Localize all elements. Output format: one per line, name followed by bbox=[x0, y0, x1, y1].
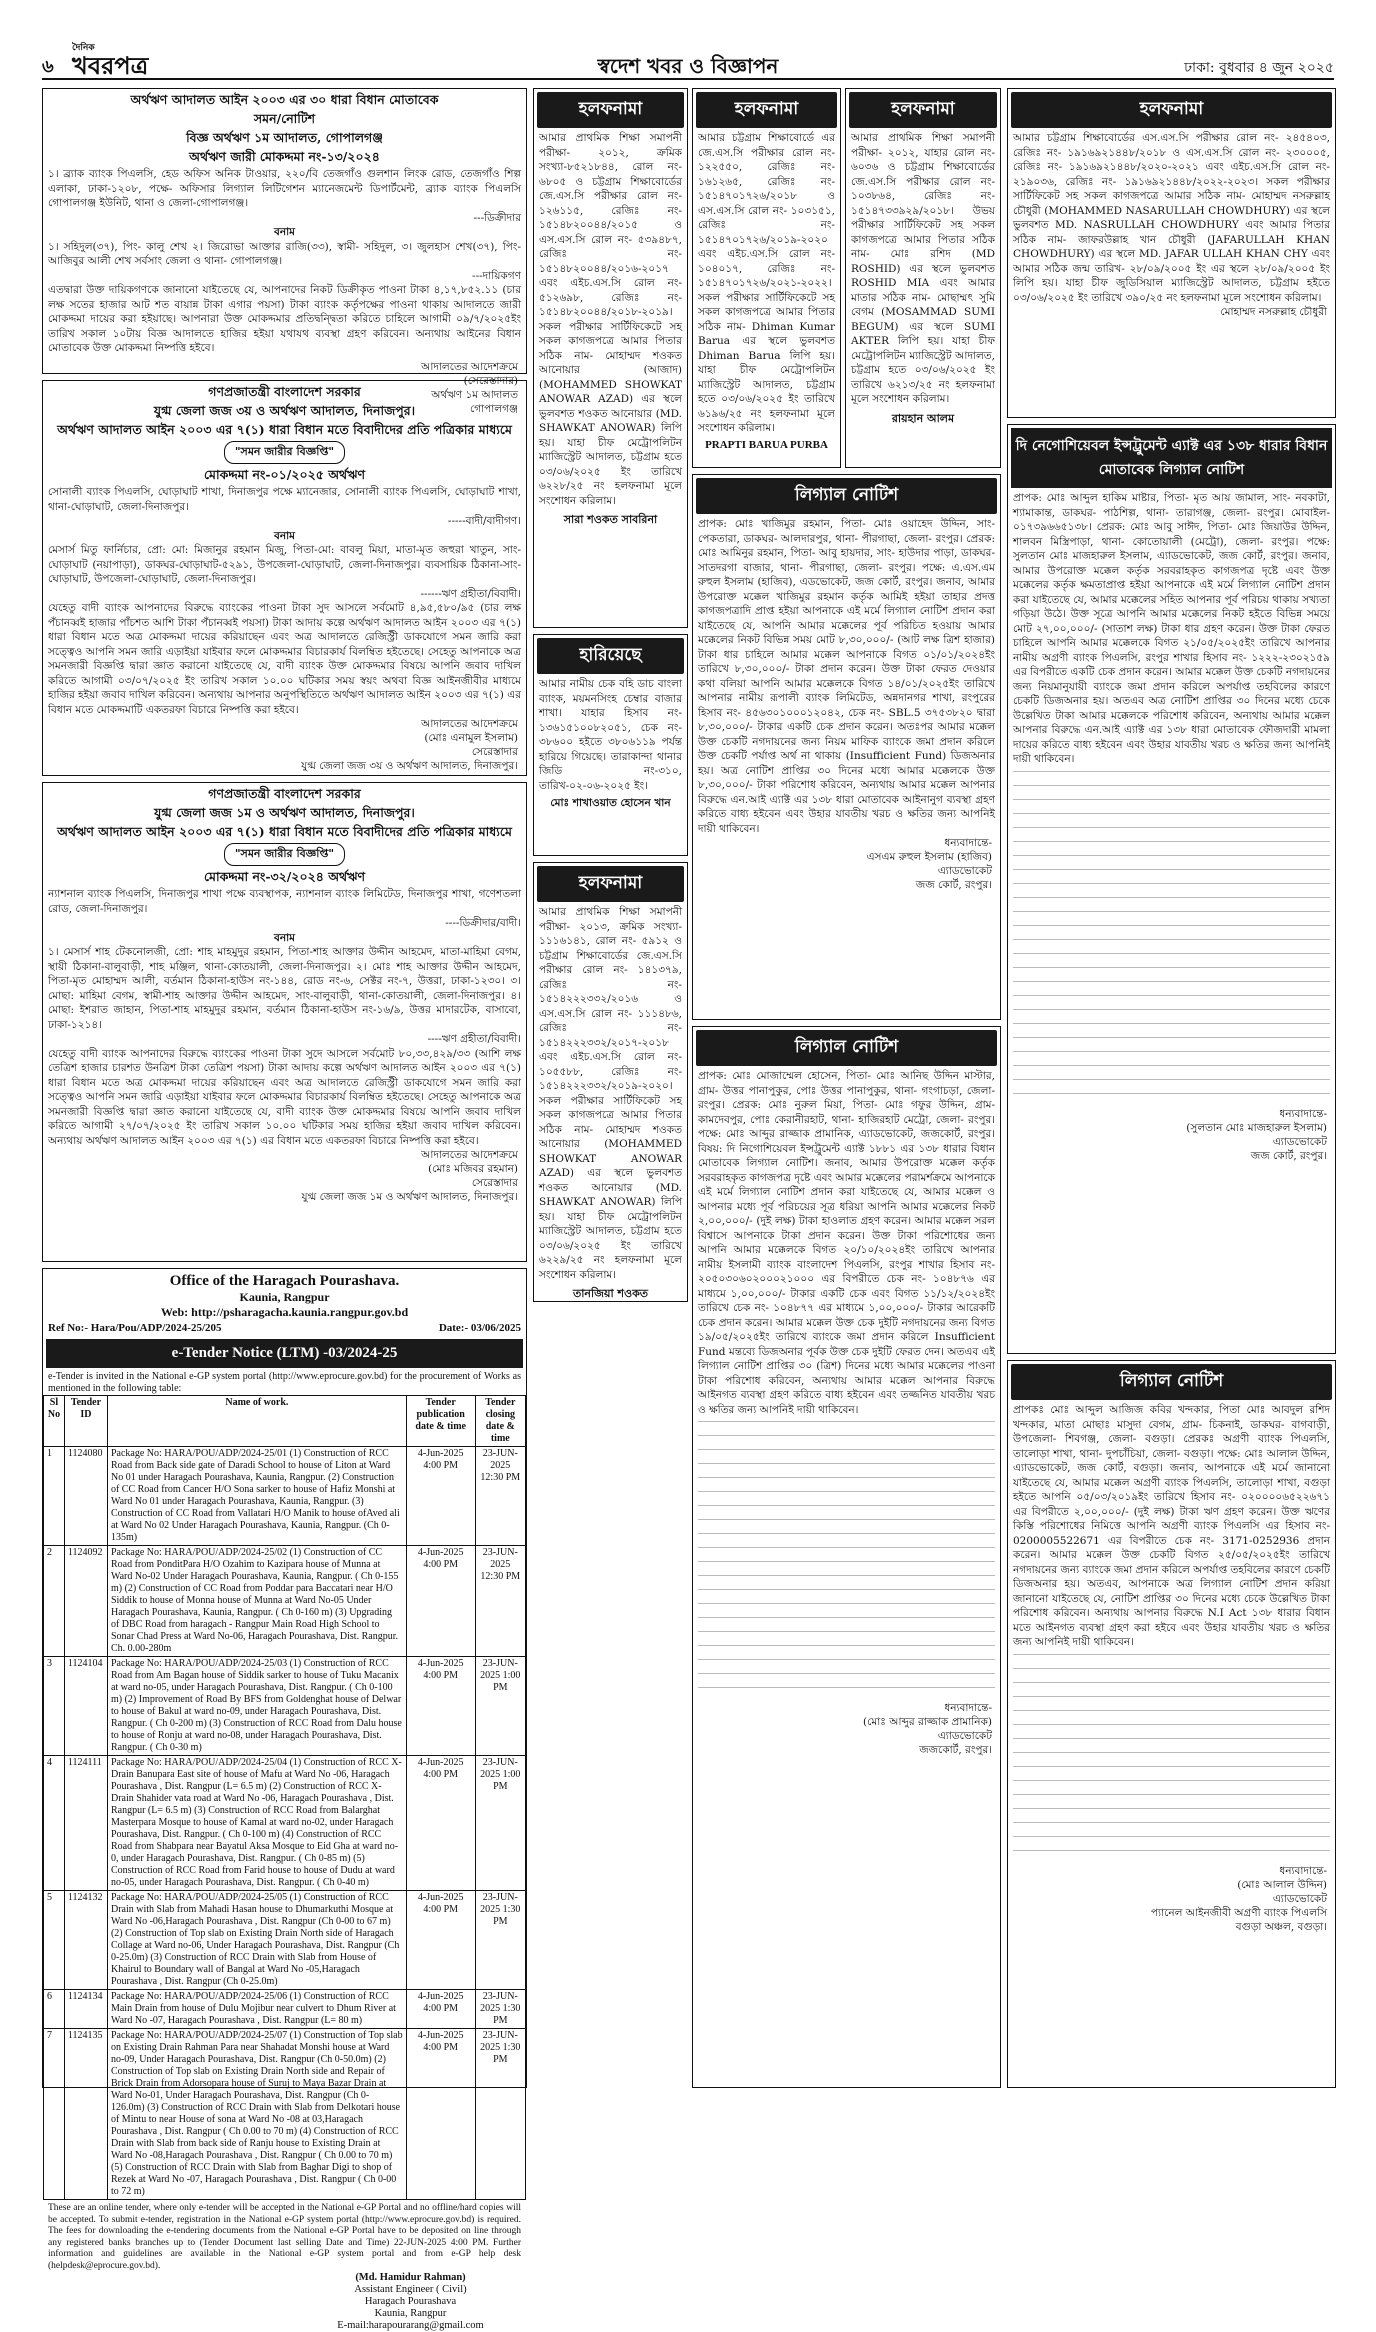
defendant: মেসার্স মিতু ফার্নিচার, প্রো: মো: মিজানুর রহমান মিজু, পিতা-মো: বাবলু মিয়া, মাতা-মৃত জহুরা খাতুন, সাং-ঘোড়াঘাট (নয়াপাড়া), ডাকঘর-ঘোড়াঘাট-৫২৯১, উপজেলা-ঘোড়াঘাট, জেলা-দিনাজপুর। ব্যবসায়িক ঠিকানা-সাং-ঘোড়াঘাট, উপজেলা-ঘোড়াঘাট, জেলা-দিনাজপুর। bbox=[48, 544, 521, 585]
legal-notice-3: দি নেগোশিয়েবল ইন্সট্রুমেন্ট এ্যাক্ট এর ১৩৮ ধারার বিধান মোতাবেক লিগ্যাল নোটিশ প্রাপক: মোঃ আব্দুল হাকিম মাষ্টার, পিতা- মৃত আয় জামাল, সাং- নবকাটা, শ্যামাকান্ত, ডাকঘর- পাঠশিল্প, থানা- তারাগঞ্জ, জেলা- রংপুর। মোবাইল- ০১৭৩৯৬৬৫১৩৮। প্রেরক: মোঃ আবু সাঈদ, পিতা- মোঃ জিয়াউর উদ্দিন, শালবন মিস্ত্রিপাড়া, থানা- কোতোয়ালী (মেট্রো), জেলা- রংপুর। পক্ষে: সুলতান মোঃ মাজহারুল ইসলাম, এ্যাডভোকেট, জজ কোর্ট, রংপুর। জনাব, আমার উপরোক্ত মক্কেল কর্তৃক সরবরাহকৃত কাগজপত্র দৃষ্টে এবং উক্ত মক্কেলের কর্তৃক ক্ষমতাপ্রাপ্ত হইয়া আপনাকে এই মর্মে লিগ্যাল নোটিশ প্রদান করা যাইতেছে যে, আমার মক্কেলের সহিত আপনার পূর্ব পরিচয় থাকায় সখ্যতা গড়িয়া উঠে। উক্ত সূত্রে আপনি আমার মক্কেলের নিকট হইতে বিভিন্ন সময়ে মোট ২৭,০০,০০০/- (সাতাশ লক্ষ) টাকা ধার গ্রহণ করেন। উক্ত টাকা ফেরত চাহিলে আপনি আমার মক্কেলকে বিগত ২১/০৫/২০২৫ইং তারিখে আপনার নামীয় অগ্রণী ব্যাংক পিএলসি, রংপুর শাখার হিসাব নং- ১২২২-২৩০২১৫৯ এর বিপরীতে একটি চেক প্রদান করেন। আমার মক্কেল উক্ত চেকটি নগদায়নের জন্য নিয়মানুযায়ী ব্যাংকে জমা প্রদান করিলে অপর্যাপ্ত তহবিলের কারণে চেকটি ডিজঅনার হয়। অতএব অত্র নোটিশ প্রাপ্তির ৩০ দিনের মধ্যে চেকে উল্লেখিত টাকা আমার মক্কেলকে পরিশোধ করিবেন, অন্যথায় আমার মক্কেল আপনার বিরুদ্ধে এন.আই এ্যাক্ট এর ১৩৮ ধারা মোতাবেক ফৌজদারী মামলা দায়ের করিতে বাধ্য হইবেন এবং উহার যাবতীয় খরচ ও ক্ষতির জন্য আপনিই দায়ী থাকিবেন। ধন্যবাদান্তে- (সুলতান মোঃ মাজহারুল ইসলাম) এ্যাডভোকেট জজ কোর্ট, রংপুর। bbox=[1007, 424, 1336, 1354]
tender-col-header: Tender publication date & time bbox=[406, 1396, 475, 1447]
tender-cell-work: Package No: HARA/POU/ADP/2024-25/07 (1) Construction of Top slab on Existing Drain Rahman Para near Shahadat Monshi house at Ward no-09, Under Haragach Pourashava, Dist. Rangpur (Ch 0-50.0m) (2) Construction of Top slab on Existing Drain North side and Repair of Brick Drain from Adorsopara house of Suruj to Maya Bazar Drain at Ward No-01, Under Haragach Pourashava, Dist. Rangpur (Ch 0-126.0m) (3) Construction of RCC Drain with Slab from Delkotari house of Mintu to near House of sona at Ward No -08 at 03,Haragach Pourashava , Dist. Rangpur ( Ch 0.00 to 70 m) (4) Construction of RCC Drain with Slab from back side of Ranju house to Existing Drain at Ward No -08,Haragach Pourashava , Dist. Rangpur ( Ch 0.00 to 70 m) (5) Construction of RCC Drain with Slab from Baghar Digi to shop of Rezek at Ward No -07, Haragach Pourashava , Dist. Rangpur ( Ch 0-00 to 72 m) bbox=[107, 2029, 406, 2200]
tender-cell-id: 1124132 bbox=[64, 1891, 107, 1990]
tender-cell-id: 1124134 bbox=[64, 1990, 107, 2029]
tender-cell-close: 23-JUN-2025 1:00 PM bbox=[475, 1756, 525, 1891]
affidavit-5: হলফনামা আমার প্রাথমিক শিক্ষা সমাপনী পরীক্ষা- ২০১৩, ক্রমিক সংখ্যা- ১১১৬১৪১, রোল নং- ৫৯১২ ও চট্টগ্রাম শিক্ষাবোর্ডের জে.এস.সি পরীক্ষার রোল নং- ১৪১৩৭৯, রেজিঃ নং- ১৫১৪২২২৩৩২/২০১৬ ও এস.এস.সি রোল নং- ১১১৪৮৬, রেজিঃ নং- ১৫১৪২২২৩৩২/২০১৭-২০১৮ এবং এইচ.এস.সি রোল নং- ১০৫৫৮৮, রেজিঃ নং- ১৫১৪২২২৩৩২/২০১৯-২০২০। সকল পরীক্ষার সার্টিফিকেট সহ সকল কাগজপত্রে আমার পিতার সঠিক নাম- মোহাম্মদ শওকত আনোয়ার (MOHAMMED SHOWKAT ANOWAR AZAD) এর স্থলে ভুলবশত শওকত আনোয়ার (MD. SHAWKAT ANOWAR) লিপি হয়। যাহা চীফ মেট্রোপলিটন ম্যাজিস্ট্রেট আদালত, চট্টগ্রাম হতে ০৩/০৬/২০২৫ ইং তারিখে ৬২২৯/২৫ নং হলফনামা মূলে সংশোধন করিলাম। তানজিয়া শওকত bbox=[533, 862, 688, 1302]
summons-notice-gopalganj: অর্থঋণ আদালত আইন ২০০৩ এর ৩০ ধারা বিধান মোতাবেক সমন/নোটিশ বিজ্ঞ অর্থঋণ ১ম আদালত, গোপালগঞ্জ অর্থঋণ জারী মোকদ্দমা নং-১৩/২০২৪ ১। ব্র্যাক ব্যাংক পিএলসি, হেড অফিস অনিক টাওয়ার, ২২০/বি তেজগাঁও গুলশান লিংক রোড, তেজগাঁও শিল্প এলাকা, ঢাকা-১২০৮, পক্ষে- অফিসার লিগ্যাল লিটিগেশন ম্যানেজমেন্ট ডিপার্টমেন্ট, ব্র্যাক ব্যাংক পিএলসি গোপালগঞ্জ ইউনিট, থানা ও জেলা-গোপালগঞ্জ। ---ডিক্রীদার বনাম ১। সহিদুল(৩৭), পিং- কালু শেখ ২। জিরোভা আক্তার রাজি(৩৩), স্বামী- সহিদুল, ৩। জুলহাস শেখ(৩৭), পিং- আজিবুর আলী শেখ সর্বসাং জেলা ও থানা- গোপালগঞ্জ। ---দায়িকগণ এতদ্বারা উক্ত দায়িকগণকে জানানো যাইতেছে যে, আপনাদের নিকট ডিক্রীকৃত পাওনা টাকা ৪,১৭,৮৫২.১১ (চার লক্ষ সতের হাজার আট শত বায়ান্ন টাকা এগার পয়সা) টাকা ব্যাংক কর্তৃপক্ষের পাওনা থাকায় আদালতে জারী মোকদ্দমা দায়ের করা হইয়াছে। আপনারা উক্ত মোকদ্দমার প্রতিদ্বন্দ্বিতা করিতে চাহিলে আগামী ০৯/৭/২০২৫ইং তারিখ সকাল ১০টায় বিজ্ঞ আদালতে হাজির হইয়া যথাযথ ব্যবস্থা গ্রহণ করিবেন। অন্যথায় আইনের বিধান মোতাবেক উক্ত মোকদ্দমা নিষ্পত্তি হইবে। আদালতের আদেশক্রমে (সেরেস্তাদার) অর্থঋণ ১ম আদালত গোপালগঞ্জ bbox=[42, 88, 527, 374]
defendant: ১। মেসার্স শাহ টেকনোলজী, প্রো: শাহ মাহমুদুর রহমান, পিতা-শাহ আক্তার উদ্দীন আহমেদ, মাতা-মাহিমা বেগম, স্থায়ী ঠিকানা-বালুবাড়ী, শাহ মঞ্জিল, থানা-কোতয়ালী, জেলা-দিনাজপুর। ২। মোঃ শাহ আক্তার উদ্দীন আহমেদ, পিতা-মৃত মোহাম্মদ আলী, বর্তমান ঠিকানা-হাউস নং-১৪৪, রোড নং-৬, সেক্টর নং-৭, উত্তরা, ঢাকা-১২৩০। ৩। মোছা: মাহিমা বেগম, স্বামী-শাহ আক্তার উদ্দীন আহমেদ, সাং-বালুবাড়ী, থানা-কোতয়ালী, জেলা-দিনাজপুর। ৪। মোছা: ইশরাত জাহান, পিতা-শাহ মাহমুদুর রহমান, বর্তমান ঠিকানা-হাউস নং-১৬/৯, উত্তর মাদারটেক, বাসাবো, ঢাকা-১২১৪। bbox=[48, 946, 521, 1031]
notice-body: এতদ্বারা উক্ত দায়িকগণকে জানানো যাইতেছে যে, আপনাদের নিকট ডিক্রীকৃত পাওনা টাকা ৪,১৭,৮৫২.১১ (চার লক্ষ সতের হাজার আট শত বায়ান্ন টাকা এগার পয়সা) টাকা ব্যাংক কর্তৃপক্ষের পাওনা থাকায় আদালতে জারী মোকদ্দমা দায়ের করা হইয়াছে। আপনারা উক্ত মোকদ্দমার প্রতিদ্বন্দ্বিতা করিতে চাহিলে আগামী ০৯/৭/২০২৫ইং তারিখ সকাল ১০টায় বিজ্ঞ আদালতে হাজির হইয়া যথাযথ ব্যবস্থা গ্রহণ করিবেন। অন্যথায় আইনের বিধান মোতাবেক উক্ত মোকদ্দমা নিষ্পত্তি হইবে। bbox=[48, 284, 521, 354]
tender-cell-close: 23-JUN-2025 1:30 PM bbox=[475, 1891, 525, 1990]
plaintiff: ন্যাশনাল ব্যাংক পিএলসি, দিনাজপুর শাখা পক্ষে ব্যবস্থাপক, ন্যাশনাল ব্যাংক লিমিটেড, দিনাজপুর শাখা, গণেশতলা রোড, জেলা-দিনাজপুর। bbox=[48, 888, 521, 915]
tender-cell-pub: 4-Jun-2025 4:00 PM bbox=[406, 2029, 475, 2200]
tender-cell-id: 1124092 bbox=[64, 1546, 107, 1657]
notice-text-continued bbox=[1013, 1654, 1330, 1851]
edition-date: ঢাকা: বুধবার ৪ জুন ২০২৫ bbox=[1184, 60, 1334, 76]
tender-cell-id: 1124111 bbox=[64, 1756, 107, 1891]
web-link[interactable]: Web: http://psharagacha.kaunia.rangpur.gov.bd bbox=[160, 1305, 409, 1319]
tender-cell-pub: 4-Jun-2025 4:00 PM bbox=[406, 1546, 475, 1657]
tender-cell-sl: 6 bbox=[44, 1990, 65, 2029]
tender-cell-sl: 3 bbox=[44, 1657, 65, 1756]
tender-cell-pub: 4-Jun-2025 4:00 PM bbox=[406, 1657, 475, 1756]
legal-notice-2: লিগ্যাল নোটিশ প্রাপক: মোঃ মোজাম্মেল হোসেন, পিতা- মোঃ আনিছ উদ্দিন মাস্টার, গ্রাম- উত্তর পানাপুকুর, পোঃ উত্তর পানাপুকুর, থানা- গংগাচড়া, জেলা- রংপুর। প্রেরক: মোঃ নুরুল মিয়া, পিতা- মোঃ গফুর উদ্দিন, গ্রাম- কামদেবপুর, পোঃ কেরানীরহাট, থানা- হাজিরহাট মেট্রো, জেলা- রংপুর। পক্ষে: মোঃ আব্দুর রাজ্জাক প্রামানিক, এ্যাডভোকেট, জজকোর্ট, রংপুর। বিষয়: দি নিগোশিয়েবল ইন্সট্রুমেন্ট এ্যাক্ট ১৮৮১ এর ১৩৮ ধারার বিধান মোতাবেক লিগ্যাল নোটিশ। জনাব, আমার উপরোক্ত মক্কেল কর্তৃক সরবরাহকৃত কাগজপত্র দৃষ্টে এবং আমার মক্কেলের পরামর্শক্রমে আপনাকে এই মর্মে লিগ্যাল নোটিশ প্রদান করা যাইতেছে যে, আমার মক্কেল ও আপনার মধ্যে পূর্ব পরিচয়ের সূত্র ধরিয়া আপনি আমার মক্কেলের নিকট ২,০০,০০০/- (দুই লক্ষ) টাকা হাওলাত গ্রহণ করেন। আমার মক্কেল সরল বিশ্বাসে আপনাকে টাকা প্রদান করেন। উক্ত টাকা পরিশোধের জন্য আপনি আমার মক্কেলকে বিগত ২০/১০/২০২৪ইং তারিখে আপনার নামীয় ইসলামী ব্যাংক বাংলাদেশ পিএলসি, রংপুর শাখার হিসাব নং- ২০৫০৩০৬০২০০০২১০০০ এর বিপরীতে চেক নং- ১০৪৮৭৬ এর মাধ্যমে ১,০০,০০০/- টাকার একটি চেক এবং বিগত ১১/১২/২০২৪ইং তারিখে চেক নং- ১০৪৮৭৭ এর মাধ্যমে ১,০০,০০০/- টাকার আরেকটি চেক প্রদান করেন। আমার মক্কেল উক্ত চেক দুইটি নগদায়নের জন্য বিগত ১৯/০৫/২০২৫ইং তারিখে ব্যাংকে জমা প্রদান করিলে Insufficient Fund মন্তব্যে ডিজঅনার পূর্বক উক্ত চেক দুইটি ফেরত দেন। অতএব এই লিগ্যাল নোটিশ প্রাপ্তির ৩০ (ত্রিশ) দিনের মধ্যে আমার মক্কেলের পাওনা টাকা পরিশোধ করিবেন, অন্যথায় আমার মক্কেল আপনার বিরুদ্ধে আইনগত ব্যবস্থা গ্রহণ করিতে বাধ্য হইবেন এবং তজ্জনিত যাবতীয় খরচ ও ক্ষতির জন্য আপনিই দায়ী থাকিবেন। ধন্যবাদান্তে- (মোঃ আব্দুর রাজ্জাক প্রামানিক) এ্যাডভোকেট জজকোর্ট, রংপুর। bbox=[692, 1026, 1001, 2088]
section-title: স্বদেশ খবর ও বিজ্ঞাপন bbox=[597, 54, 779, 78]
tender-title: e-Tender Notice (LTM) -03/2024-25 bbox=[46, 1339, 523, 1368]
notice-text-continued bbox=[698, 1421, 995, 1688]
table-row bbox=[44, 1447, 526, 1546]
tender-col-header: Name of work. bbox=[107, 1396, 406, 1447]
table-row bbox=[44, 1546, 526, 1657]
tender-cell-id: 1124135 bbox=[64, 2029, 107, 2200]
notice-body: যেহেতু বাদী ব্যাংক আপনাদের বিরুদ্ধে ব্যাংকের পাওনা টাকা সুদে আসলে সর্বমোট ৮০,৩৩,৪২৯/৩৩ (আশি লক্ষ তেত্রিশ হাজার চারশত উনত্রিশ টাকা তেত্রিশ পয়সা) টাকা আদায় কল্পে অর্থঋণ আদালত আইন ২০০৩ এর ৭(১) ধারা বিধান মতে অত্র মোকদ্দমা দায়ের করিয়াছেন এবং অত্র আদালতে রেজিস্ট্রী ডাকযোগে সমন জারি করা সত্ত্বেও আপনি সমন জারি এড়াইয়া যাইবার ফলে মোকদ্দমার বিচারকার্য বিলম্বিত হইতেছে। সেহেতু আপনাকে অত্র সমনজারী বিজ্ঞপ্তি দ্বারা জ্ঞাত করানো যাইতেছে যে, বাদী ব্যাংক উক্ত মোকদ্দমার বিষয়ে আপনি জবাব দাখিল করিতে আগামী ২৭/০৭/২০২৫ ইং তারিখ সকাল ১০.০০ ঘটিকার সময় হাজির হইয়া জবাব দাখিল করিবেন। অন্যথায় অর্থঋণ আদালত আইন ২০০৩ এর ৭(১) এর বিধান মতে একতরফা বিচারে নিষ্পত্তি করা হইবে। bbox=[48, 1047, 521, 1147]
tender-cell-sl: 2 bbox=[44, 1546, 65, 1657]
tender-cell-pub: 4-Jun-2025 4:00 PM bbox=[406, 1891, 475, 1990]
tender-cell-work: Package No: HARA/POU/ADP/2024-25/04 (1) Construction of RCC X-Drain Banupara East site of house of Mafu at Ward No -06, Haragach Pourashava , Dist. Rangpur (L= 6.5 m) (2) Construction of RCC X-Drain Shahider vata road at Ward No -06, Haragach Pourashava , Dist. Rangpur (L= 6.5 m) (3) Construction of RCC Road from Balarghat Masterpara Mosque to house of Kamal at ward no-02, under Haragach Pourashava, Dist. Rangpur. ( Ch 0-100 m) (4) Construction of RCC Road from Shabpara near Bayatul Aksa Mosque to Eid Gha at ward no-0, under Haragach Pourashava, Dist. Rangpur. ( Ch 0-85 m) (5) Construction of RCC Road from Farid house to house of Dudu at ward no-05, under Haragach Pourashava, Dist. Rangpur. ( Ch 0-40 m) bbox=[107, 1756, 406, 1891]
notice-text-continued bbox=[1013, 771, 1330, 1094]
tender-cell-work: Package No: HARA/POU/ADP/2024-25/03 (1) Construction of RCC Road from Am Bagan house of Siddik sarker to house of Tuku Macanix at ward no-05, under Haragach Pourashava, Dist. Rangpur. ( Ch 0-100 m) (2) Improvement of Road By BFS from Goldenghat house of Delwar to house of Bakul at ward no-09, under Haragach Pourashava, Dist. Rangpur. ( Ch 0-200 m) (3) Construction of RCC Road from Dalu house to house of Ronju at ward no-08, under Haragach Pourashava, Dist. Rangpur. ( Ch 0-30 m) bbox=[107, 1657, 406, 1756]
summons-notice-dinajpur-3: গণপ্রজাতন্ত্রী বাংলাদেশ সরকার যুগ্ম জেলা জজ ৩য় ও অর্থঋণ আদালত, দিনাজপুর। অর্থঋণ আদালত আইন ২০০৩ এর ৭(১) ধারা বিধান মতে বিবাদীদের প্রতি পত্রিকার মাধ্যমে "সমন জারীর বিজ্ঞপ্তি" মোকদ্দমা নং-০১/২০২৫ অর্থঋণ সোনালী ব্যাংক পিএলসি, ঘোড়াঘাট শাখা, দিনাজপুর পক্ষে ম্যানেজার, সোনালী ব্যাংক পিএলসি, ঘোড়াঘাট শাখা, থানা-ঘোড়াঘাট, জেলা-দিনাজপুর। -----বাদী/বাদীগণ। বনাম মেসার্স মিতু ফার্নিচার, প্রো: মো: মিজানুর রহমান মিজু, পিতা-মো: বাবলু মিয়া, মাতা-মৃত জহুরা খাতুন, সাং-ঘোড়াঘাট (নয়াপাড়া), ডাকঘর-ঘোড়াঘাট-৫২৯১, উপজেলা-ঘোড়াঘাট, জেলা-দিনাজপুর। ব্যবসায়িক ঠিকানা-সাং-ঘোড়াঘাট, উপজেলা-ঘোড়াঘাট, জেলা-দিনাজপুর। ------ঋণ গ্রহীতা/বিবাদী। যেহেতু বাদী ব্যাংক আপনাদের বিরুদ্ধে ব্যাংকের পাওনা টাকা সুদ আসলে সর্বমোট ৪,৯৫,৫৮০/৯৫ (চার লক্ষ পঁচানব্বই হাজার পাঁচশত আশি টাকা পঁচানব্বই পয়সা) টাকা আদায় কল্পে অর্থঋণ আদালত আইন ২০০৩ এর ৭(১) ধারা বিধান মতে অত্র মোকদ্দমা দায়ের করিয়াছেন এবং অত্র আদালতে রেজিস্ট্রী ডাকযোগে সমন জারি করা সত্ত্বেও আপনি সমন জারি এড়াইয়া যাইবার ফলে মোকদ্দমার বিচারকার্য বিলম্বিত হইতেছে। সেহেতু আপনাকে অত্র সমনজারী বিজ্ঞপ্তি দ্বারা জ্ঞাত করানো যাইতেছে যে, বাদী ব্যাংক উক্ত মোকদ্দমার বিষয়ে আপনি জবাব দাখিল করিতে আগামী ০৩/০৭/২০২৫ ইং তারিখ সকাল ১০.০০ ঘটিকার সময় স্বয়ং অথবা বিজ্ঞ আইনজীবীর মাধ্যমে হাজির হইয়া জবাব দাখিল করিবেন। অন্যথায় আপনার অনুপস্থিতিতে অর্থঋণ আদালত আইন ২০০৩ এর ৭(১) এর বিধান মতে মোকদ্দমাটি একতরফা বিচারে নিষ্পত্তি করা হইবে। আদালতের আদেশক্রমে (মোঃ এনামুল ইসলাম) সেরেস্তাদার যুগ্ম জেলা জজ ৩য় ও অর্থঋণ আদালত, দিনাজপুর। bbox=[42, 380, 527, 776]
table-row bbox=[44, 1990, 526, 2029]
tender-cell-work: Package No: HARA/POU/ADP/2024-25/02 (1) Construction of CC Road from PonditPara H/O Ozahim to Kazipara house of Munna at Ward No-02 Under Haragach Pourashava, Kaunia, Rangpur. ( Ch 0-155 m) (2) Construction of CC Road from Poddar para Baccatari near H/O Siddik to house of Monna house of Munna at Ward No-05 Under Haragach Pourashava, Kaunia, Rangpur. ( Ch 0-160 m) (3) Upgrading of DBC Road from haragach - Rangpur Main Road High School to Sonar Chad Press at Ward No-06, Haragach Pourashava, Dist. Rangpur. Ch. 0.00-280m bbox=[107, 1546, 406, 1657]
tender-cell-id: 1124080 bbox=[64, 1447, 107, 1546]
newspaper-logo: দৈনিক খবরপত্র bbox=[72, 43, 149, 80]
tender-table bbox=[43, 1395, 526, 2200]
lost-notice: হারিয়েছে আমার নামীয় চেক বহি ডাচ বাংলা ব্যাংক, ময়মনসিংহ চেম্বার বাজার শাখা। যাহার হিসাব নং- ১৩৬১৫১০০৮২০৫১, চেক নং- ৩৮৬০০ হইতে ৩৮০৬১১৯ পর্যন্ত হারিয়ে গিয়েছে। তারাকান্দা থানার জিডি নং-৩১০, তারিখ-০২-০৬-২০২৫ ইং। মোঃ শাখাওয়াত হোসেন খান bbox=[533, 634, 688, 856]
tender-cell-sl: 7 bbox=[44, 2029, 65, 2200]
summons-pill: "সমন জারীর বিজ্ঞপ্তি" bbox=[224, 441, 345, 464]
e-tender-notice: Office of the Haragach Pourashava. Kaunia, Rangpur Web: http://psharagacha.kaunia.rangpur.gov.bd Ref No:- Hara/Pou/ADP/2024-25/205 Date:- 03/06/2025 e-Tender Notice (LTM) -03/2024-25 e-Tender is invited in the National e-GP system portal (http://www.eprocure.gov.bd) for the procurement of Works as mentioned in the following table: Sl No Tender ID Name of work. Tender publication date & time Tender closing date & time 1 1124080 Package No: HARA/POU/ADP/2024-25/01 (1) Construction of RCC Road from Back side gate of Daradi School to house of Liton at Ward No 01 under Haragach Pourashava, Kaunia, Rangpur. (2) Construction of CC Road from Cancer H/O Sona sarker to house of Hafiz Monshi at Ward No 01 under Haragach Pourashava, Kaunia, Rangpur. (3) Construction of CC Road from Vallatari H/O Manik to house ofAved ali at Ward No 02 Under Haragach Pourashava, Kaunia, Rangpur. (Ch 0-135m) 4-Jun-2025 4:00 PM 23-JUN-2025 12:30 PM 2 1124092 Package No: HARA/POU/ADP/2024-25/02 (1) Construction of CC Road from PonditPara H/O Ozahim to Kazipara house of Munna at Ward No-02 Under Haragach Pourashava, Kaunia, Rangpur. ( Ch 0-155 m) (2) Construction of CC Road from Poddar para Baccatari near H/O Siddik to house of Monna house of Munna at Ward No-05 Under Haragach Pourashava, Kaunia, Rangpur. ( Ch 0-160 m) (3) Upgrading of DBC Road from haragach - Rangpur Main Road High School to Sonar Chad Press at Ward No-06, Haragach Pourashava, Dist. Rangpur. Ch. 0.00-280m 4-Jun-2025 4:00 PM 23-JUN-2025 12:30 PM 3 1124104 Package No: HARA/POU/ADP/2024-25/03 (1) Construction of RCC Road from Am Bagan house of Siddik sarker to house of Tuku Macanix at ward no-05, under Haragach Pourashava, Dist. Rangpur. ( Ch 0-100 m) (2) Improvement of Road By BFS from Goldenghat house of Delwar to house of Bakul at ward no-09, under Haragach Pourashava, Dist. Rangpur. ( Ch 0-200 m) (3) Construction of RCC Road from Dalu house to house of Ronju at ward no-08, under Haragach Pourashava, Dist. Rangpur. ( Ch 0-30 m) 4-Jun-2025 4:00 PM 23-JUN-2025 1:00 PM 4 1124111 Package No: HARA/POU/ADP/2024-25/04 (1) Construction of RCC X-Drain Banupara East site of house of Mafu at Ward No -06, Haragach Pourashava , Dist. Rangpur (L= 6.5 m) (2) Construction of RCC X-Drain Shahider vata road at Ward No -06, Haragach Pourashava , Dist. Rangpur (L= 6.5 m) (3) Construction of RCC Road from Balarghat Masterpara Mosque to house of Kamal at ward no-02, under Haragach Pourashava, Dist. Rangpur. ( Ch 0-100 m) (4) Construction of RCC Road from Shabpara near Bayatul Aksa Mosque to Eid Gha at ward no-0, under Haragach Pourashava, Dist. Rangpur. ( Ch 0-85 m) (5) Construction of RCC Road from Farid house to house of Dudu at ward no-05, under Haragach Pourashava, Dist. Rangpur. ( Ch 0-40 m) 4-Jun-2025 4:00 PM 23-JUN-2025 1:00 PM 5 1124132 Package No: HARA/POU/ADP/2024-25/05 (1) Construction of RCC Drain with Slab from Mahadi Hasan house to Dhumarkuthi Mosque at Ward No -06,Haragach Pourashava , Dist. Rangpur (Ch 0-00 to 67 m) (2) Construction of Top slab on Existing Drain North side of Haragach Collage at Ward no-06, Under Haragach Pourashava, Dist. Rangpur (Ch 0-25.0m) (3) Construction of RCC Drain with Slab from House of Khairul to Boundary wall of Bangal at Ward No -05,Haragach Pourashava , Dist. Rangpur (Ch 0-25.0m) 4-Jun-2025 4:00 PM 23-JUN-2025 1:30 PM 6 1124134 Package No: HARA/POU/ADP/2024-25/06 (1) Construction of RCC Main Drain from house of Dulu Mojibur near culvert to Dhum River at Ward No -07, Haragach Pourashava , Dist. Rangpur (L= 80 m) 4-Jun-2025 4:00 PM 23-JUN-2025 1:30 PM 7 1124135 Package No: HARA/POU/ADP/2024-25/07 (1) Construction of Top slab on Existing Drain Rahman Para near Shahadat Monshi house at Ward no-09, Under Haragach Pourashava, Dist. Rangpur (Ch 0-50.0m) (2) Construction of Top slab on Existing Drain North side and Repair of Brick Drain from Adorsopara house of Suruj to Maya Bazar Drain at Ward No-01, Under Haragach Pourashava, Dist. Rangpur (Ch 0-126.0m) (3) Construction of RCC Drain with Slab from Delkotari house of Mintu to near House of sona at Ward No -08 at 03,Haragach Pourashava , Dist. Rangpur ( Ch 0.00 to 70 m) (4) Construction of RCC Drain with Slab from back side of Ranju house to Existing Drain at Ward No -08,Haragach Pourashava , Dist. Rangpur ( Ch 0.00 to 70 m) (5) Construction of RCC Drain with Slab from Baghar Digi to shop of Rezek at Ward No -07, Haragach Pourashava , Dist. Rangpur ( Ch 0-00 to 72 m) 4-Jun-2025 4:00 PM 23-JUN-2025 1:30 PM These are an online tender, where only e-tender will be accepted in the National e-GP Portal and no offline/hard copies will be accepted. To submit e-tender, registration in the National e-GP system portal (http://www.eprocure.gov.bd) is required. The fees for downloading the e-tendering documents from the National e-GP Portal have to be deposited on line through any registered banks branches up to (Tender Document last selling Date and Time) 22-JUN-2025 4:00 PM. Further information and guidelines are available in the National e-GP system portal and from e-GP help desk (helpdesk@eprocure.gov.bd). (Md. Hamidur Rahman) Assistant Engineer ( Civil) Haragach Pourashava Kaunia, Rangpur E-mail:harapourarang@gmail.com bbox=[42, 1268, 527, 2088]
tender-col-header: Tender closing date & time bbox=[475, 1396, 525, 1447]
plaintiff: ১। ব্র্যাক ব্যাংক পিএলসি, হেড অফিস অনিক টাওয়ার, ২২০/বি তেজগাঁও গুলশান লিংক রোড, তেজগাঁও শিল্প এলাকা, ঢাকা-১২০৮, পক্ষে- অফিসার লিগ্যাল লিটিগেশন ম্যানেজমেন্ট ডিপার্টমেন্ট, ব্র্যাক ব্যাংক পিএলসি গোপালগঞ্জ ইউনিট, থানা ও জেলা-গোপালগঞ্জ। bbox=[48, 168, 521, 209]
affidavit-2: হলফনামা আমার চট্টগ্রাম শিক্ষাবোর্ডে এর জে.এস.সি পরীক্ষার রোল নং- ১২২৫৫০, রেজিঃ নং- ১৬১২৬৫, রেজিঃ নং- ১৫১৪৭০১৭২৬/২০১৮ ও এস.এস.সি রোল নং- ১০৩১৫১, রেজিঃ নং- ১৫১৪৭০১৭২৬/২০১৯-২০২০ এবং এইচ.এস.সি রোল নং- ১০৪০১৭, রেজিঃ নং- ১৫১৪৭০১৭২৬/২০২১-২০২২। সকল পরীক্ষার সার্টিফিকেটে সহ সকল কাগজপত্রে আমার পিতার সঠিক নাম- Dhiman Kumar Barua এর স্থলে ভুলবশত Dhiman Barua লিপি হয়। যাহা চীফ মেট্রোপলিটন ম্যাজিস্ট্রেট আদালত, চট্টগ্রাম হতে ০৩/০৬/২০২৫ ইং তারিখে ৬১৯৬/২৫ নং হলফনামা মূলে সংশোধন করিলাম। PRAPTI BARUA PURBA bbox=[692, 88, 841, 468]
plaintiff: সোনালী ব্যাংক পিএলসি, ঘোড়াঘাট শাখা, দিনাজপুর পক্ষে ম্যানেজার, সোনালী ব্যাংক পিএলসি, ঘোড়াঘাট শাখা, থানা-ঘোড়াঘাট, জেলা-দিনাজপুর। bbox=[48, 486, 521, 513]
tender-cell-id: 1124104 bbox=[64, 1657, 107, 1756]
tender-cell-close: 23-JUN-2025 1:30 PM bbox=[475, 1990, 525, 2029]
tender-cell-close: 23-JUN-2025 1:30 PM bbox=[475, 2029, 525, 2200]
tender-cell-sl: 4 bbox=[44, 1756, 65, 1891]
table-row bbox=[44, 1657, 526, 1756]
tender-cell-pub: 4-Jun-2025 4:00 PM bbox=[406, 1756, 475, 1891]
notice-body: যেহেতু বাদী ব্যাংক আপনাদের বিরুদ্ধে ব্যাংকের পাওনা টাকা সুদ আসলে সর্বমোট ৪,৯৫,৫৮০/৯৫ (চার লক্ষ পঁচানব্বই হাজার পাঁচশত আশি টাকা পঁচানব্বই পয়সা) টাকা আদায় কল্পে অর্থঋণ আদালত আইন ২০০৩ এর ৭(১) ধারা বিধান মতে অত্র মোকদ্দমা দায়ের করিয়াছেন এবং অত্র আদালতে রেজিস্ট্রী ডাকযোগে সমন জারি করা সত্ত্বেও আপনি সমন জারি এড়াইয়া যাইবার ফলে মোকদ্দমার বিচারকার্য বিলম্বিত হইতেছে। সেহেতু আপনাকে অত্র সমনজারী বিজ্ঞপ্তি দ্বারা জ্ঞাত করানো যাইতেছে যে, বাদী ব্যাংক উক্ত মোকদ্দমার বিষয়ে আপনি জবাব দাখিল করিতে আগামী ০৩/০৭/২০২৫ ইং তারিখ সকাল ১০.০০ ঘটিকার সময় স্বয়ং অথবা বিজ্ঞ আইনজীবীর মাধ্যমে হাজির হইয়া জবাব দাখিল করিবেন। অন্যথায় আপনার অনুপস্থিতিতে অর্থঋণ আদালত আইন ২০০৩ এর ৭(১) এর বিধান মতে মোকদ্দমাটি একতরফা বিচারে নিষ্পত্তি করা হইবে। bbox=[48, 602, 521, 716]
masthead bbox=[42, 43, 1334, 80]
tender-cell-work: Package No: HARA/POU/ADP/2024-25/06 (1) Construction of RCC Main Drain from house of Dulu Mojibur near culvert to Dhum River at Ward No -07, Haragach Pourashava , Dist. Rangpur (L= 80 m) bbox=[107, 1990, 406, 2029]
table-row bbox=[44, 1756, 526, 1891]
summons-pill: "সমন জারীর বিজ্ঞপ্তি" bbox=[224, 843, 345, 866]
tender-col-header: Sl No bbox=[44, 1396, 65, 1447]
affidavit-4: হলফনামা আমার চট্টগ্রাম শিক্ষাবোর্ডের এস.এস.সি পরীক্ষার রোল নং- ২৪৫৪০৩, রেজিঃ নং- ১৯১৬৯২১৪৪৮/২০১৮ ও এস.এস.সি রোল নং- ২৩০০০৫, রেজিঃ নং- ১৯১৬৯২১৪৪৮/২০২০-২০২১ এবং এইচ.এস.সি রোল নং- ২১৯০৩৬, রেজিঃ নং- ১৯১৬৯২১৪৪৮/২০২২-২০২৩। সকল পরীক্ষার সার্টিফিকেট সহ সকল কাগজপত্রে আমার সঠিক নাম- মোহাম্মদ নসরুল্লাহ চৌধুরী (MOHAMMED NASARULLAH CHOWDHURY) এর স্থলে ভুলবশত MD. NASRULLAH CHOWDHURY এবং আমার পিতার সঠিক নাম- জাফরউল্লাহ খান চৌধুরী (JAFARULLAH KHAN CHOWDHURY) এর স্থলে MD. JAFAR ULLAH KHAN CHY এবং আমার সঠিক জন্ম তারিখ- ২৮/০৯/২০০৫ ইং এর স্থলে ২৮/০৯/২০০৫ ইং লিপি হয়। যাহা চীফ জুডিসিয়াল ম্যাজিস্ট্রেট আদালত, চট্টগ্রাম হইতে ০৩/০৬/২০২৫ ইং তারিখে ৩৯০/২৫ নং হলফনামা মূলে সংশোধন করিলাম। মোহাম্মদ নসরুল্লাহ চৌধুরী bbox=[1007, 88, 1336, 418]
tender-col-header: Tender ID bbox=[64, 1396, 107, 1447]
legal-notice-4: লিগ্যাল নোটিশ প্রাপকঃ মোঃ আব্দুল আজিজ কবির খন্দকার, পিতা মোঃ আবদুল রশিদ খন্দকার, মাতা মোছাঃ মাসুদা বেগম, গ্রাম- চিকনাই, ডাকঘর- বাগবাড়ী, উপজেলা- শিবগঞ্জ, জেলা- বগুড়া। প্রেরকঃ অগ্রণী ব্যাংক পিএলসি, তালোড়া শাখা, থানা- দুপচাঁচিয়া, জেলা- বগুড়া। পক্ষে: মোঃ আলাল উদ্দিন, এ্যাডভোকেট, জজ কোর্ট, বগুড়া। জনাব, আপনাকে এই মর্মে জানানো যাইতেছে যে, আমার মক্কেল অগ্রণী ব্যাংক পিএলসি, তালোড়া শাখা, বগুড়া হইতে আপনি ০৫/০৩/২০১৯ইং তারিখে হিসাব নং- ০২০০০০৬৫২২৬৭১ এর বিপরীতে ২,০০,০০০/- (দুই লক্ষ) টাকা ঋণ গ্রহণ করেন। উক্ত ঋণের কিস্তি পরিশোধের নিমিত্তে আপনি অগ্রণী ব্যাংক পিএলসি এর হিসাব নং- 0200005522671 এর বিপরীতে চেক নং- 3171-0252936 প্রদান করেন। আমার মক্কেল উক্ত চেকটি বিগত ২৫/০৫/২০২৫ইং তারিখে নগদায়নের জন্য ব্যাংকে জমা প্রদান করিলে অপর্যাপ্ত তহবিলের কারণে চেকটি ডিজঅনার হয়। অতএব, আপনাকে অত্র লিগ্যাল নোটিশ প্রদান করিয়া জানানো যাইতেছে যে, নোটিশ প্রাপ্তির ৩০ দিনের মধ্যে চেকে উল্লেখিত টাকা পরিশোধ করিবেন। অন্যথায় আপনার বিরুদ্ধে N.I Act ১৩৮ ধারার বিধান মতে আইনগত ব্যবস্থা গ্রহণ করা হইবে এবং উহার যাবতীয় খরচ ও ক্ষতির জন্য আপনিই দায়ী থাকিবেন। ধন্যবাদান্তে- (মোঃ আলাল উদ্দিন) এ্যাডভোকেট প্যানেল আইনজীবী অগ্রণী ব্যাংক পিএলসি বগুড়া অঞ্চল, বগুড়া। bbox=[1007, 1360, 1336, 2088]
legal-notice-1: লিগ্যাল নোটিশ প্রাপক: মোঃ খাজিমুর রহমান, পিতা- মোঃ ওয়াহেদ উদ্দিন, সাং- পেকতারা, ডাকঘর- আলদারপুর, থানা- পীরগাছা, জেলা- রংপুর। প্রেরক: মোঃ আমিনুর রহমান, পিতা- আবু হায়দার, সাং- হাউদার পাড়া, ডাকঘর- সাতদরগা বাজার, থানা- পীরগাছা, জেলা- রংপুর। পক্ষে: এ.এস.এম রুহুল ইসলাম (হাজিব), এডভোকেট, জজ কোর্ট, রংপুর। জনাব, আমার উপরোক্ত মক্কেল খাজিমুর রহমান কর্তৃক আমিই হইয়া তাহার প্রদত্ত কাগজপত্রাদি প্রাপ্ত হইয়া আপনাকে এই মর্মে লিগ্যাল নোটিশ প্রদান করা যাইতেছে যে, আপনি আমার মক্কেলের পূর্ব পরিচিত হওয়ায় আমার মক্কেলের নিকট বিভিন্ন সময় মোট ৮,৩০,০০০/- (আট লক্ষ ত্রিশ হাজার) টাকা ধার চাহিলে আমার মক্কেল আপনাকে বিগত ০১/০১/২০২৪ইং তারিখে ৮,৩০,০০০/- টাকা প্রদান করেন। উক্ত টাকা ফেরত দেওয়ার কথা বলিয়া আপনি আমার মক্কেলকে বিগত ১৪/০১/২০২৫ইং তারিখে আপনার নামীয় রূপালী ব্যাংক লিমিটেড, অন্নদানগর শাখা, রংপুরের হিসাব নং- ৪৫৬৩০১০০০১২০৪২, চেক নং- SBL.5 ৩৭৫৩৮২০ দ্বারা ৮,৩০,০০০/- টাকার একটি চেক প্রদান করেন। অতঃপর আমার মক্কেল উক্ত চেকটি নগদায়নের জন্য নিয়ম মাফিক ব্যাংকে জমা প্রদান করিলে উক্ত চেকটি পর্যাপ্ত অর্থ না থাকায় (Insufficient Fund) ডিজঅনার হয়। অত্র নোটিশ প্রাপ্তির ৩০ দিনের মধ্যে আমার মক্কেলকে উক্ত ৮,৩০,০০০/- টাকা পরিশোধ করিবেন, অন্যথায় আমার মক্কেল আপনার বিরুদ্ধে এন.আই এ্যাক্ট এর ১৩৮ ধারা মোতাবেক আইনানুগ ব্যবস্থা গ্রহণ করিতে বাধ্য হইবেন এবং উহার যাবতীয় খরচ ও ক্ষতির জন্য আপনিই দায়ী থাকিবেন। ধন্যবাদান্তে- এসএম রুহুল ইসলাম (হাজিব) এ্যাডভোকেট জজ কোর্ট, রংপুর। bbox=[692, 474, 1001, 1020]
tender-cell-close: 23-JUN-2025 1:00 PM bbox=[475, 1657, 525, 1756]
tender-cell-work: Package No: HARA/POU/ADP/2024-25/05 (1) Construction of RCC Drain with Slab from Mahadi Hasan house to Dhumarkuthi Mosque at Ward No -06,Haragach Pourashava , Dist. Rangpur (Ch 0-00 to 67 m) (2) Construction of Top slab on Existing Drain North side of Haragach Collage at Ward no-06, Under Haragach Pourashava, Dist. Rangpur (Ch 0-25.0m) (3) Construction of RCC Drain with Slab from House of Khairul to Boundary wall of Bangal at Ward No -05,Haragach Pourashava , Dist. Rangpur (Ch 0-25.0m) bbox=[107, 1891, 406, 1990]
affidavit-1: হলফনামা আমার প্রাথমিক শিক্ষা সমাপনী পরীক্ষা- ২০১২, ক্রমিক সংখ্যা-৮৫২১৮৪৪, রোল নং- ৬৮০৫ ও চট্টগ্রাম শিক্ষাবোর্ডের জে.এস.সি পরীক্ষার রোল নং- ১২৬১১৫, রেজিঃ নং- ১৫১৪৮২০০৪৪/২০১৫ ও এস.এস.সি রোল নং- ৫৩৯৪৮৭, রেজিঃ নং- ১৫১৪৮২০০৪৪/২০১৬-২০১৭ এবং এইচ.এস.সি রোল নং- ৫১২৬৯৮, রেজিঃ নং- ১৫১৪৮২০০৪৪/২০১৮-২০১৯। সকল পরীক্ষার সার্টিফিকেটে সহ সকল কাগজপত্রে আমার পিতার সঠিক নাম- মোহাম্মদ শওকত আনোয়ার (আজাদ) (MOHAMMED SHOWKAT ANOWAR AZAD) এর স্থলে ভুলবশত শওকত আনোয়ার (MD. SHAWKAT ANOWAR) লিপি হয়। যাহা চীফ মেট্রোপলিটন ম্যাজিস্ট্রেট আদালত, চট্টগ্রাম হতে ০৩/০৬/২০২৫ ইং তারিখে ৬২২৮/২৫ নং হলফনামা মূলে সংশোধন করিলাম। সারা শওকত সাবরিনা bbox=[533, 88, 688, 628]
tender-cell-sl: 1 bbox=[44, 1447, 65, 1546]
tender-cell-close: 23-JUN-2025 12:30 PM bbox=[475, 1546, 525, 1657]
affidavit-3: হলফনামা আমার প্রাথমিক শিক্ষা সমাপনী পরীক্ষা- ২০১২, যাহার রোল নং- ৬০৩৬ ও চট্টগ্রাম শিক্ষাবোর্ডের জে.এস.সি পরীক্ষার রোল নং- ১০৩৮৬৪, রেজিঃ নং- ১৫১৪৭৩৩৯২৯/২০১৮। উভয় পরীক্ষার সার্টিফিকেট সহ সকল কাগজপত্রে আমার পিতার সঠিক নাম- মোঃ রশিদ (MD ROSHID) এর স্থলে ভুলবশত ROSHID MIA এবং আমার মাতার সঠিক নাম- মোছাম্মৎ সুমি বেগম (MOSAMMAD SUMI BEGUM) এর স্থলে SUMI AKTER লিপি হয়। যাহা চীফ মেট্রোপলিটন ম্যাজিস্ট্রেট আদালত, চট্টগ্রাম হতে ০৩/০৬/২০২৫ ইং তারিখে ৬২১৩/২৫ নং হলফনামা মূলে সংশোধন করিলাম। রায়হান আলম bbox=[845, 88, 1001, 468]
table-row bbox=[44, 1891, 526, 1990]
table-row bbox=[44, 2029, 526, 2200]
summons-notice-dinajpur-1: গণপ্রজাতন্ত্রী বাংলাদেশ সরকার যুগ্ম জেলা জজ ১ম ও অর্থঋণ আদালত, দিনাজপুর। অর্থঋণ আদালত আইন ২০০৩ এর ৭(১) ধারা বিধান মতে বিবাদীদের প্রতি পত্রিকার মাধ্যমে "সমন জারীর বিজ্ঞপ্তি" মোকদ্দমা নং-৩২/২০২৪ অর্থঋণ ন্যাশনাল ব্যাংক পিএলসি, দিনাজপুর শাখা পক্ষে ব্যবস্থাপক, ন্যাশনাল ব্যাংক লিমিটেড, দিনাজপুর শাখা, গণেশতলা রোড, জেলা-দিনাজপুর। ----ডিক্রীদার/বাদী। বনাম ১। মেসার্স শাহ টেকনোলজী, প্রো: শাহ মাহমুদুর রহমান, পিতা-শাহ আক্তার উদ্দীন আহমেদ, মাতা-মাহিমা বেগম, স্থায়ী ঠিকানা-বালুবাড়ী, শাহ মঞ্জিল, থানা-কোতয়ালী, জেলা-দিনাজপুর। ২। মোঃ শাহ আক্তার উদ্দীন আহমেদ, পিতা-মৃত মোহাম্মদ আলী, বর্তমান ঠিকানা-হাউস নং-১৪৪, রোড নং-৬, সেক্টর নং-৭, উত্তরা, ঢাকা-১২৩০। ৩। মোছা: মাহিমা বেগম, স্বামী-শাহ আক্তার উদ্দীন আহমেদ, সাং-বালুবাড়ী, থানা-কোতয়ালী, জেলা-দিনাজপুর। ৪। মোছা: ইশরাত জাহান, পিতা-শাহ মাহমুদুর রহমান, বর্তমান ঠিকানা-হাউস নং-১৬/৯, উত্তর মাদারটেক, বাসাবো, ঢাকা-১২১৪। ----ঋণ গ্রহীতা/বিবাদী। যেহেতু বাদী ব্যাংক আপনাদের বিরুদ্ধে ব্যাংকের পাওনা টাকা সুদে আসলে সর্বমোট ৮০,৩৩,৪২৯/৩৩ (আশি লক্ষ তেত্রিশ হাজার চারশত উনত্রিশ টাকা তেত্রিশ পয়সা) টাকা আদায় কল্পে অর্থঋণ আদালত আইন ২০০৩ এর ৭(১) ধারা বিধান মতে অত্র মোকদ্দমা দায়ের করিয়াছেন এবং অত্র আদালতে রেজিস্ট্রী ডাকযোগে সমন জারি করা সত্ত্বেও আপনি সমন জারি এড়াইয়া যাইবার ফলে মোকদ্দমার বিচারকার্য বিলম্বিত হইতেছে। সেহেতু আপনাকে অত্র সমনজারী বিজ্ঞপ্তি দ্বারা জ্ঞাত করানো যাইতেছে যে, বাদী ব্যাংক উক্ত মোকদ্দমার বিষয়ে আপনি জবাব দাখিল করিতে আগামী ২৭/০৭/২০২৫ ইং তারিখ সকাল ১০.০০ ঘটিকার সময় হাজির হইয়া জবাব দাখিল করিবেন। অন্যথায় অর্থঋণ আদালত আইন ২০০৩ এর ৭(১) এর বিধান মতে একতরফা বিচারে নিষ্পত্তি করা হইবে। আদালতের আদেশক্রমে (মোঃ মজিবর রহমান) সেরেস্তাদার যুগ্ম জেলা জজ ১ম ও অর্থঋণ আদালত, দিনাজপুর। bbox=[42, 782, 527, 1262]
page-number: ৬ bbox=[42, 56, 54, 77]
tender-cell-close: 23-JUN-2025 12:30 PM bbox=[475, 1447, 525, 1546]
tender-cell-work: Package No: HARA/POU/ADP/2024-25/01 (1) Construction of RCC Road from Back side gate of Daradi School to house of Liton at Ward No 01 under Haragach Pourashava, Kaunia, Rangpur. (2) Construction of CC Road from Cancer H/O Sona sarker to house of Hafiz Monshi at Ward No 01 under Haragach Pourashava, Kaunia, Rangpur. (3) Construction of CC Road from Vallatari H/O Manik to house ofAved ali at Ward No 02 Under Haragach Pourashava, Kaunia, Rangpur. (Ch 0-135m) bbox=[107, 1447, 406, 1546]
tender-cell-sl: 5 bbox=[44, 1891, 65, 1990]
defendant: ১। সহিদুল(৩৭), পিং- কালু শেখ ২। জিরোভা আক্তার রাজি(৩৩), স্বামী- সহিদুল, ৩। জুলহাস শেখ(৩৭), পিং- আজিবুর আলী শেখ সর্বসাং জেলা ও থানা- গোপালগঞ্জ। bbox=[48, 240, 521, 267]
tender-cell-pub: 4-Jun-2025 4:00 PM bbox=[406, 1447, 475, 1546]
tender-cell-pub: 4-Jun-2025 4:00 PM bbox=[406, 1990, 475, 2029]
